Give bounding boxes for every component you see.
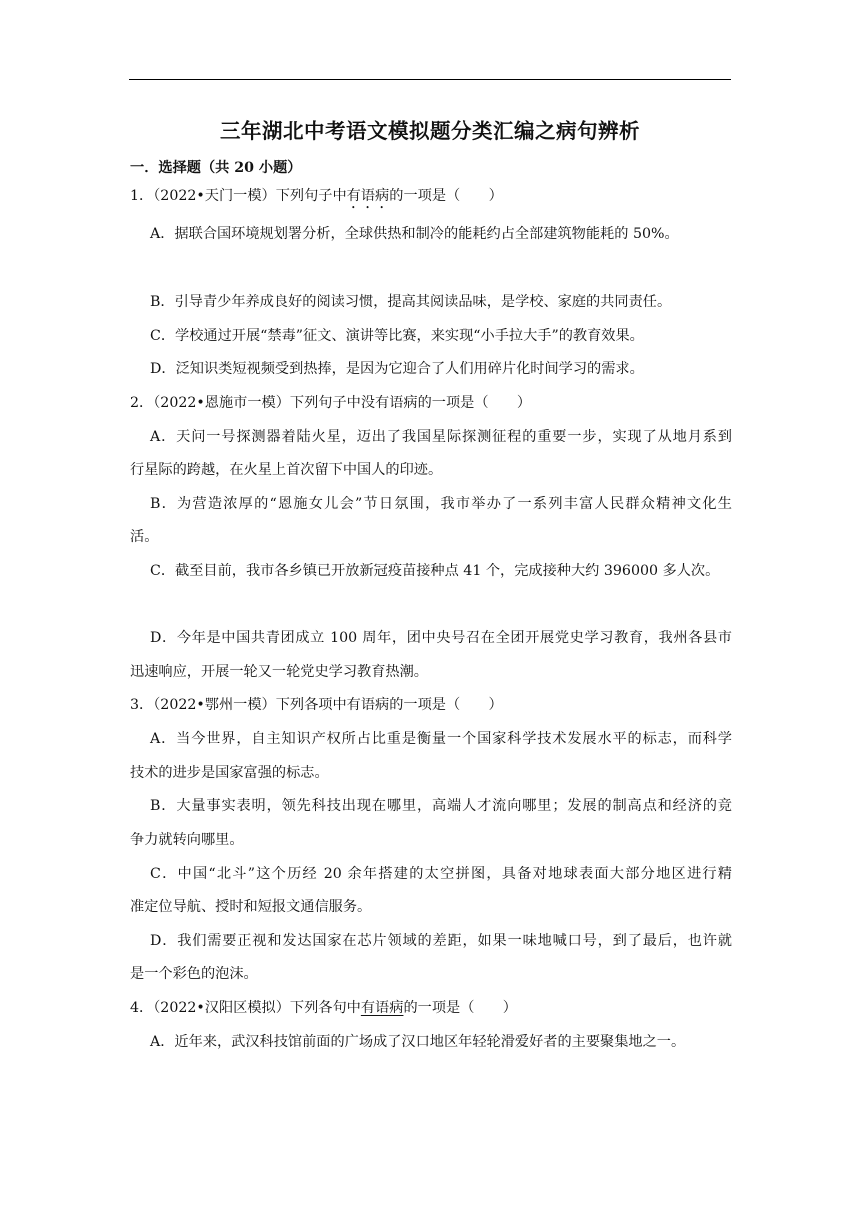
question-source: （2022•天门一模）下列句子中: [153, 188, 347, 204]
question-stem-end: 的一项是（ ）: [403, 1000, 517, 1016]
question-number: 2．: [130, 395, 154, 411]
option-b-line-1: B．大量事实表明，领先科技出现在哪里，高端人才流向哪里；发展的制高点和经济的竞: [150, 798, 732, 814]
question-number: 1．: [130, 188, 154, 204]
option-b-line-2: 争力就转向哪里。: [130, 832, 244, 848]
question-4-stem: [130, 998, 732, 1018]
option-a-line-1: A．当今世界，自主知识产权所占比重是衡量一个国家科学技术发展水平的标志，而科学: [150, 731, 732, 747]
underlined-text: 有语病: [360, 1000, 404, 1016]
question-source: （2022•汉阳区模拟）下列各句中: [153, 1000, 361, 1016]
question-text: （2022•鄂州一模）下列各项中有语病的一项是（ ）: [153, 697, 503, 713]
option-b-line-1: B．为营造浓厚的“恩施女儿会”节日氛围，我市举办了一系列丰富人民群众精神文化生: [150, 496, 732, 512]
option-a: A．据联合国环境规划署分析，全球供热和制冷的能耗约占全部建筑物能耗的 50%。: [150, 226, 679, 242]
question-3-stem: [130, 695, 732, 715]
question-2-stem: [130, 393, 732, 413]
option-c: C．截至目前，我市各乡镇已开放新冠疫苗接种点 41 个，完成接种大约 396000 多人次。: [150, 563, 720, 579]
question-number: 3．: [130, 697, 154, 713]
option-d-line-2: 迅速响应，开展一轮又一轮党史学习教育热潮。: [130, 664, 428, 680]
option-a-line-2: 行星际的跨越，在火星上首次留下中国人的印迹。: [130, 462, 443, 478]
option-b-line-2: 活。: [130, 529, 159, 545]
option-c-line-1: C．中国“北斗”这个历经 20 余年搭建的太空拼图，具备对地球表面大部分地区进行精: [150, 866, 732, 882]
option-d: D．泛知识类短视频受到热捧，是因为它迎合了人们用碎片化时间学习的需求。: [150, 361, 644, 377]
header-rule: [129, 79, 731, 80]
question-number: 4．: [130, 1000, 154, 1016]
question-stem-end: 的一项是（ ）: [389, 188, 503, 204]
option-c: C．学校通过开展“禁毒”征文、演讲等比赛，来实现“小手拉大手”的教育效果。: [150, 328, 644, 344]
option-c-line-2: 准定位导航、授时和短报文通信服务。: [130, 899, 372, 915]
option-b: B．引导青少年养成良好的阅读习惯，提高其阅读品味，是学校、家庭的共同责任。: [150, 294, 672, 310]
option-a: A．近年来，武汉科技馆前面的广场成了汉口地区年轻轮滑爱好者的主要聚集地之一。: [150, 1034, 686, 1050]
option-a-line-1: A．天问一号探测器着陆火星，迈出了我国星际探测征程的重要一步，实现了从地月系到: [150, 429, 732, 445]
question-text: （2022•恩施市一模）下列句子中没有语病的一项是（ ）: [153, 395, 532, 411]
option-d-line-1: D．我们需要正视和发达国家在芯片领域的差距，如果一味地喊口号，到了最后，也许就: [150, 933, 732, 949]
page-title: 三年湖北中考语文模拟题分类汇编之病句辨析: [220, 119, 640, 143]
option-a-line-2: 技术的进步是国家富强的标志。: [130, 765, 329, 781]
section-heading: 一．选择题（共 20 小题）: [130, 160, 302, 176]
option-d-line-2: 是一个彩色的泡沫。: [130, 966, 258, 982]
option-d-line-1: D．今年是中国共青团成立 100 周年，团中央号召在全团开展党史学习教育，我州各县市: [150, 630, 732, 646]
question-1-stem: [130, 186, 732, 212]
emphasized-text: 有语病: [346, 188, 390, 204]
